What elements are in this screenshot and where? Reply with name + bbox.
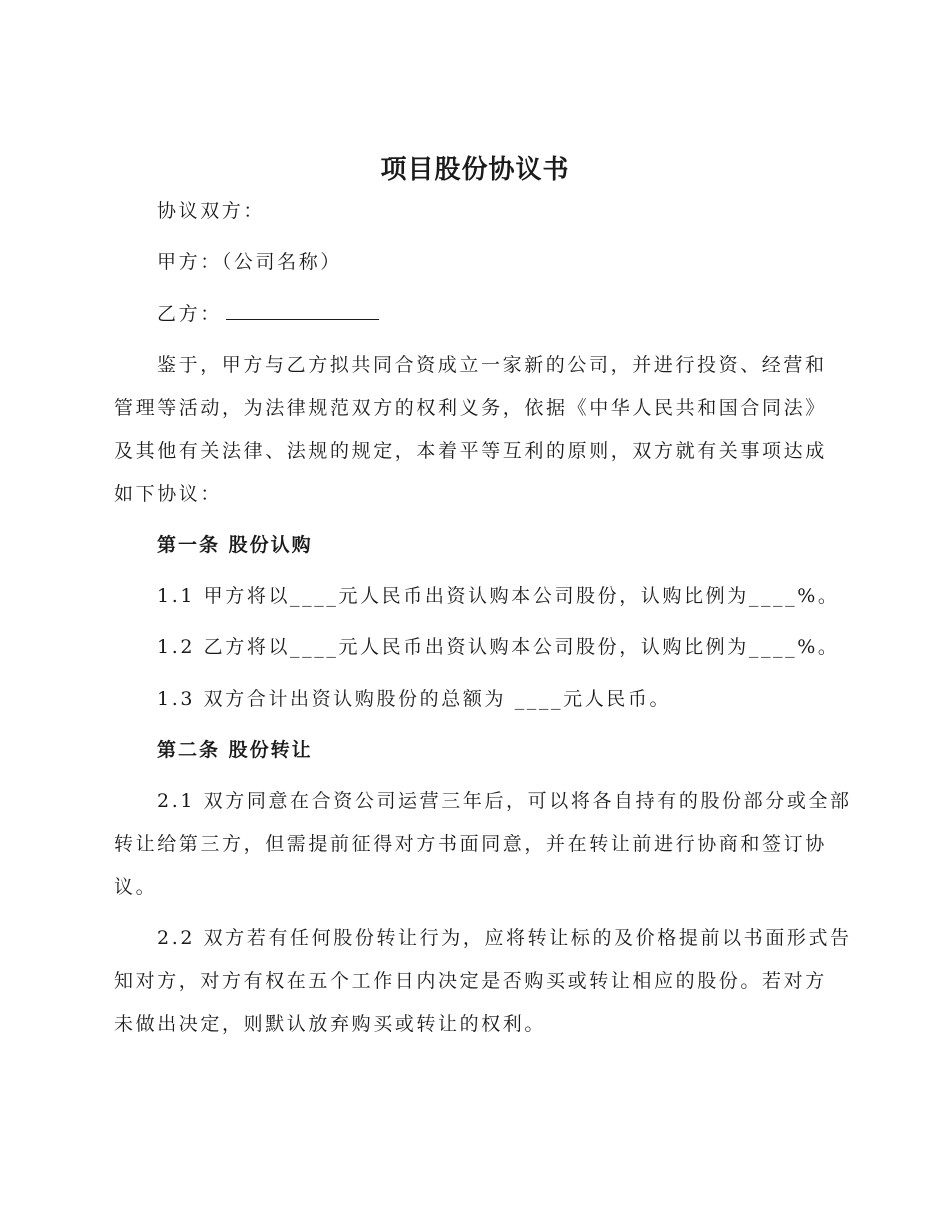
clause-2-2-line-2: 知对方，对方有权在五个工作日内决定是否购买或转让相应的股份。若对方 [114,970,827,992]
clause-2-1-line-1: 2.1 双方同意在合资公司运营三年后，可以将各自持有的股份部分或全部 [157,790,852,812]
preamble-line-4: 如下协议： [114,483,223,505]
article-1-heading: 第一条 股份认购 [157,534,313,556]
document-title: 项目股份协议书 [380,155,570,185]
party-b-blank [226,303,379,320]
preamble-line-3: 及其他有关法律、法规的规定，本着平等互利的原则，双方就有关事项达成 [114,440,827,462]
clause-1-2: 1.2 乙方将以____元人民币出资认购本公司股份，认购比例为____%。 [157,636,840,658]
clause-1-3: 1.3 双方合计出资认购股份的总额为 ____元人民币。 [157,688,672,710]
clause-2-1-line-2: 转让给第三方，但需提前征得对方书面同意，并在转让前进行协商和签订协 [114,833,827,855]
party-a: 甲方：（公司名称） [157,251,342,273]
article-2-heading: 第二条 股份转让 [157,739,313,761]
party-b-label: 乙方： [157,303,222,325]
party-b [157,292,839,336]
clause-2-2-line-1: 2.2 双方若有任何股份转让行为，应将转让标的及价格提前以书面形式告 [157,927,852,949]
clause-1-1: 1.1 甲方将以____元人民币出资认购本公司股份，认购比例为____%。 [157,585,840,607]
clause-2-1-line-3: 议。 [114,876,158,898]
parties-label: 协议双方： [157,200,266,222]
clause-2-2-line-3: 未做出决定，则默认放弃购买或转让的权利。 [114,1013,547,1035]
preamble-line-1: 鉴于，甲方与乙方拟共同合资成立一家新的公司，并进行投资、经营和 [157,354,827,376]
preamble-line-2: 管理等活动，为法律规范双方的权利义务，依据《中华人民共和国合同法》 [114,397,827,419]
